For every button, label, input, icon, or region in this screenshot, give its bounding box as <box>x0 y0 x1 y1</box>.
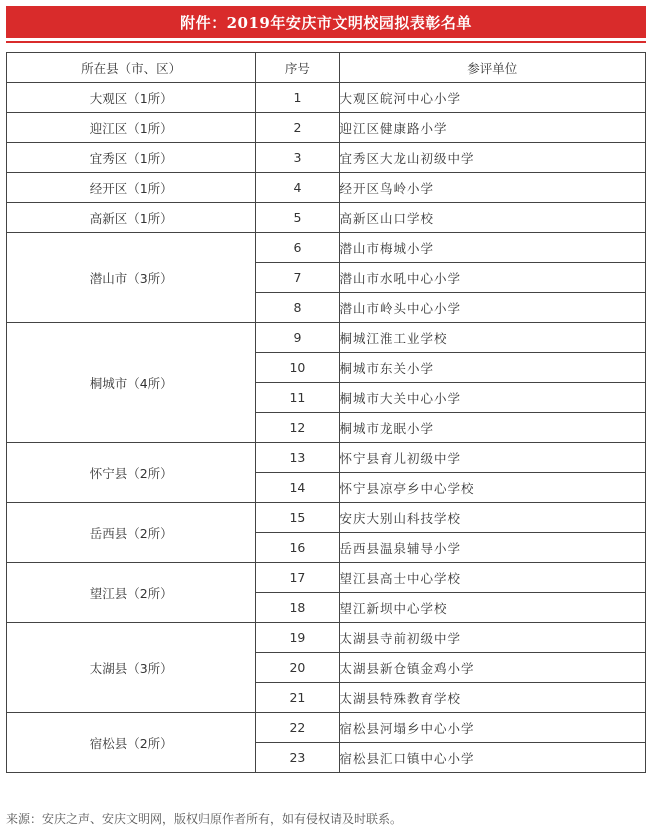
number-cell: 18 <box>256 593 339 623</box>
unit-cell: 桐城市龙眠小学 <box>339 413 646 443</box>
source-note: 来源：安庆之声、安庆文明网，版权归原作者所有，如有侵权请及时联系。 <box>6 812 403 826</box>
county-cell: 望江县（2所） <box>7 563 256 623</box>
page-title: 附件：2019年安庆市文明校园拟表彰名单 <box>180 13 472 32</box>
number-cell: 22 <box>256 713 339 743</box>
unit-cell: 潜山市梅城小学 <box>339 233 646 263</box>
county-cell: 经开区（1所） <box>7 173 256 203</box>
number-cell: 14 <box>256 473 339 503</box>
county-cell: 岳西县（2所） <box>7 503 256 563</box>
unit-cell: 桐城江淮工业学校 <box>339 323 646 353</box>
unit-cell: 宿松县汇口镇中心小学 <box>339 743 646 773</box>
county-cell: 宜秀区（1所） <box>7 143 256 173</box>
unit-cell: 大观区皖河中心小学 <box>339 83 646 113</box>
table-row <box>7 503 646 533</box>
table-row <box>7 713 646 743</box>
unit-cell: 怀宁县育儿初级中学 <box>339 443 646 473</box>
unit-cell: 怀宁县凉亭乡中心学校 <box>339 473 646 503</box>
table-row <box>7 203 646 233</box>
table-row <box>7 623 646 653</box>
unit-cell: 岳西县温泉辅导小学 <box>339 533 646 563</box>
number-cell: 20 <box>256 653 339 683</box>
title-banner <box>6 6 646 38</box>
number-cell: 12 <box>256 413 339 443</box>
number-cell: 2 <box>256 113 339 143</box>
header-number: 序号 <box>256 53 339 83</box>
number-cell: 7 <box>256 263 339 293</box>
table-row <box>7 563 646 593</box>
number-cell: 19 <box>256 623 339 653</box>
number-cell: 23 <box>256 743 339 773</box>
number-cell: 11 <box>256 383 339 413</box>
number-cell: 3 <box>256 143 339 173</box>
unit-cell: 高新区山口学校 <box>339 203 646 233</box>
number-cell: 13 <box>256 443 339 473</box>
number-cell: 6 <box>256 233 339 263</box>
number-cell: 4 <box>256 173 339 203</box>
unit-cell: 桐城市东关小学 <box>339 353 646 383</box>
unit-cell: 迎江区健康路小学 <box>339 113 646 143</box>
number-cell: 16 <box>256 533 339 563</box>
unit-cell: 潜山市岭头中心小学 <box>339 293 646 323</box>
unit-cell: 桐城市大关中心小学 <box>339 383 646 413</box>
table-body <box>7 83 646 773</box>
unit-cell: 太湖县寺前初级中学 <box>339 623 646 653</box>
school-list-table <box>6 52 646 773</box>
header-unit: 参评单位 <box>339 53 646 83</box>
unit-cell: 潜山市水吼中心小学 <box>339 263 646 293</box>
number-cell: 10 <box>256 353 339 383</box>
table-row <box>7 113 646 143</box>
unit-cell: 宿松县河塌乡中心小学 <box>339 713 646 743</box>
number-cell: 1 <box>256 83 339 113</box>
county-cell: 潜山市（3所） <box>7 233 256 323</box>
table-row <box>7 143 646 173</box>
unit-cell: 宜秀区大龙山初级中学 <box>339 143 646 173</box>
table-row <box>7 323 646 353</box>
number-cell: 17 <box>256 563 339 593</box>
unit-cell: 太湖县特殊教育学校 <box>339 683 646 713</box>
county-cell: 桐城市（4所） <box>7 323 256 443</box>
number-cell: 9 <box>256 323 339 353</box>
unit-cell: 安庆大别山科技学校 <box>339 503 646 533</box>
county-cell: 宿松县（2所） <box>7 713 256 773</box>
unit-cell: 望江新坝中心学校 <box>339 593 646 623</box>
header-county: 所在县（市、区） <box>7 53 256 83</box>
table-row <box>7 83 646 113</box>
county-cell: 高新区（1所） <box>7 203 256 233</box>
table-row <box>7 233 646 263</box>
unit-cell: 望江县高士中心学校 <box>339 563 646 593</box>
county-cell: 太湖县（3所） <box>7 623 256 713</box>
unit-cell: 太湖县新仓镇金鸡小学 <box>339 653 646 683</box>
county-cell: 大观区（1所） <box>7 83 256 113</box>
table-header-row <box>7 53 646 83</box>
table-row <box>7 173 646 203</box>
number-cell: 15 <box>256 503 339 533</box>
number-cell: 21 <box>256 683 339 713</box>
number-cell: 8 <box>256 293 339 323</box>
county-cell: 迎江区（1所） <box>7 113 256 143</box>
number-cell: 5 <box>256 203 339 233</box>
table-row <box>7 443 646 473</box>
title-divider <box>6 41 646 43</box>
county-cell: 怀宁县（2所） <box>7 443 256 503</box>
unit-cell: 经开区鸟岭小学 <box>339 173 646 203</box>
